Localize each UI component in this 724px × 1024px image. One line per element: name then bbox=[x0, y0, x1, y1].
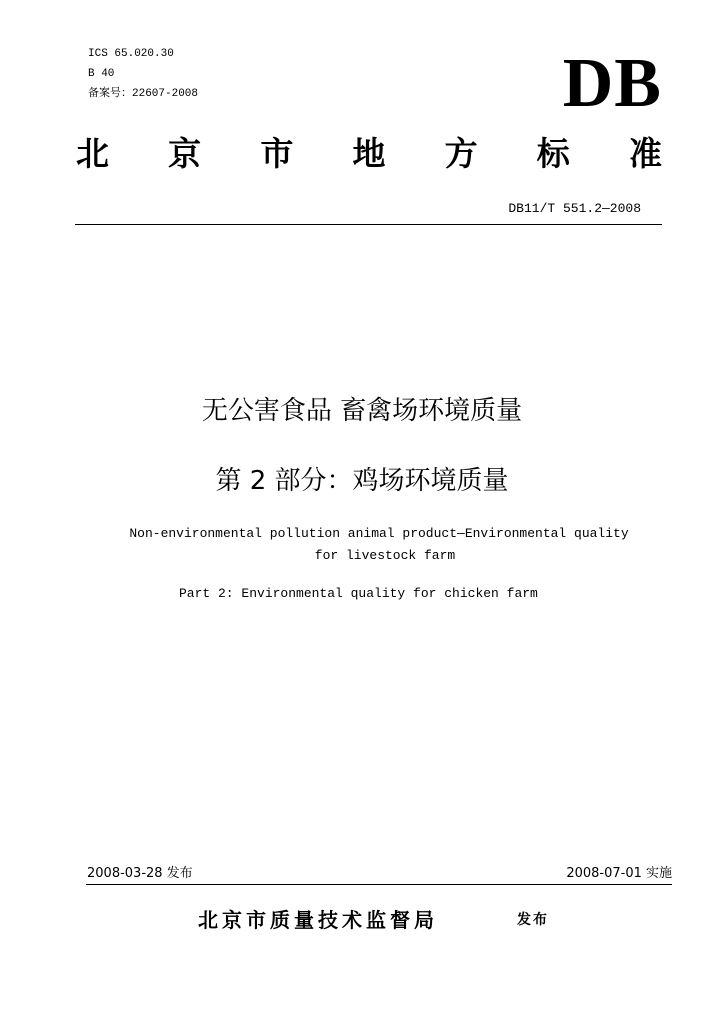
issuing-authority-suffix: 发布 bbox=[517, 912, 549, 928]
standard-type-char: 北 bbox=[76, 134, 109, 173]
standard-number: DB11/T 551.2—2008 bbox=[508, 201, 641, 216]
standard-type-char: 市 bbox=[260, 134, 294, 173]
header-divider bbox=[75, 224, 662, 225]
db-logo: DB bbox=[562, 45, 662, 122]
footer-divider bbox=[86, 884, 672, 885]
standard-type-char: 京 bbox=[168, 134, 202, 173]
english-title-line-2: for livestock farm bbox=[314, 548, 456, 563]
standard-type-title bbox=[76, 134, 662, 174]
ics-code: ICS 65.020.30 bbox=[88, 48, 174, 60]
english-part-title: Part 2: Environmental quality for chicken farm bbox=[179, 586, 538, 601]
english-title-line-1: Non-environmental pollution animal product—Environmental quality bbox=[129, 526, 629, 541]
filing-number: 备案号：22607-2008 bbox=[88, 88, 199, 100]
standard-type-char: 地 bbox=[352, 134, 386, 173]
standard-type-char: 方 bbox=[444, 134, 478, 173]
issuing-authority: 北京市质量技术监督局 bbox=[198, 908, 438, 932]
chinese-title-line-2: 第 2 部分：鸡场环境质量 bbox=[215, 466, 509, 496]
standard-type-char: 标 bbox=[536, 134, 570, 173]
chinese-title-line-1: 无公害食品 畜禽场环境质量 bbox=[201, 396, 523, 426]
implementation-date: 2008-07-01 实施 bbox=[566, 866, 672, 881]
standard-type-char: 准 bbox=[628, 134, 662, 173]
ccs-code: B 40 bbox=[88, 68, 115, 80]
issue-date: 2008-03-28 发布 bbox=[87, 866, 193, 881]
